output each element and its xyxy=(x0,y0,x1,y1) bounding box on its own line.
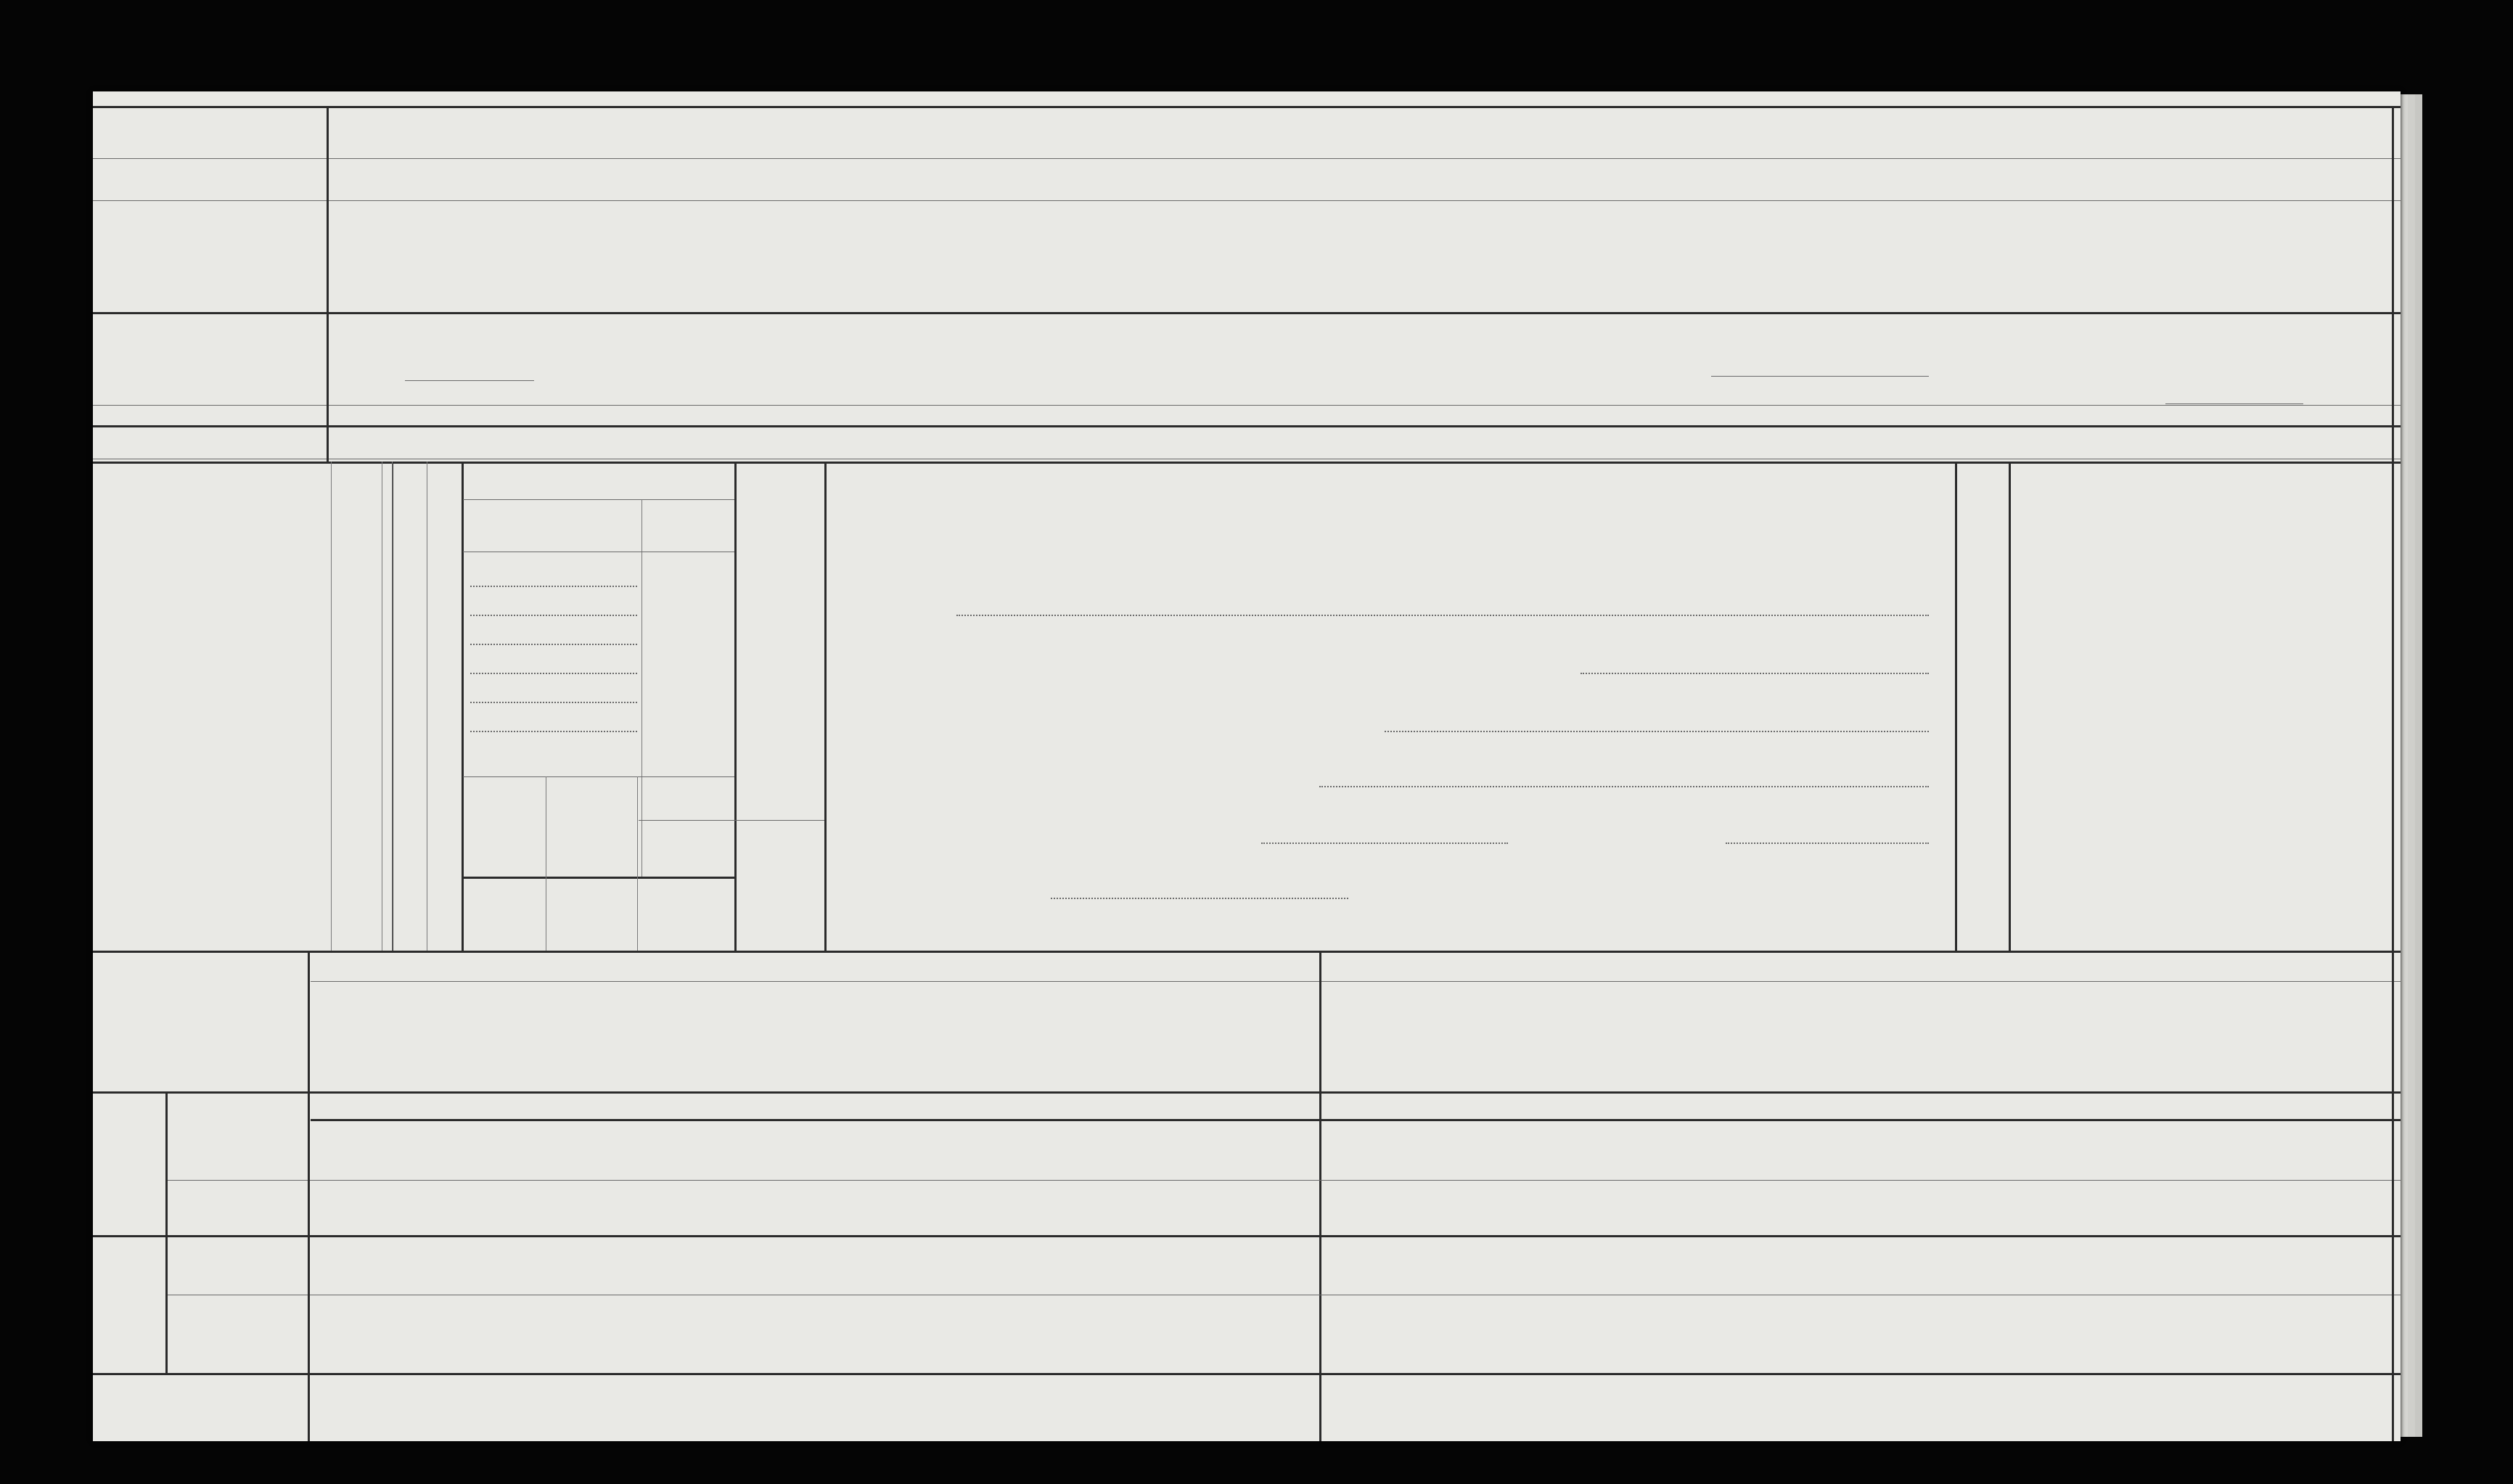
rule xyxy=(637,776,638,951)
rule xyxy=(93,1373,2401,1375)
rule xyxy=(2009,462,2011,951)
dotted-line xyxy=(470,585,637,587)
rule xyxy=(463,499,734,500)
row-group-nadel xyxy=(120,1107,164,1231)
dotted-line xyxy=(470,643,637,645)
rule xyxy=(311,981,2401,982)
dotted-line xyxy=(956,614,1929,616)
dotted-line xyxy=(1385,730,1929,732)
rule xyxy=(93,462,2401,464)
population-title xyxy=(1958,498,2007,933)
dotted-line xyxy=(1726,842,1929,844)
rule xyxy=(165,1091,168,1373)
dotted-line xyxy=(1261,842,1508,844)
dotted-line xyxy=(1319,785,1929,787)
rule xyxy=(93,158,2401,159)
rule xyxy=(463,877,734,879)
dotted-line xyxy=(470,672,637,674)
rule xyxy=(311,1119,2401,1121)
rule xyxy=(1319,951,1321,1441)
rule xyxy=(734,462,737,951)
rule xyxy=(1711,376,1929,377)
rule xyxy=(93,200,2401,201)
dotted-line xyxy=(1581,672,1929,674)
rule xyxy=(327,106,329,462)
rule xyxy=(824,462,827,951)
rule xyxy=(93,106,2401,108)
row-group-vne xyxy=(115,1242,165,1370)
rule xyxy=(639,820,824,821)
rule xyxy=(2165,403,2303,404)
rule xyxy=(405,380,534,381)
rule xyxy=(463,776,734,777)
rule xyxy=(93,1091,2401,1094)
dotted-line xyxy=(470,701,637,703)
census-card xyxy=(93,91,2401,1441)
rule xyxy=(308,951,310,1441)
hw-rent-za xyxy=(631,1126,687,1139)
dotted-line xyxy=(1051,897,1348,899)
rule xyxy=(392,462,393,951)
rule xyxy=(93,951,2401,953)
rule xyxy=(93,405,2401,406)
dotted-line xyxy=(470,614,637,616)
dotted-line xyxy=(470,730,637,732)
rule xyxy=(165,1180,2401,1181)
rule xyxy=(93,425,2401,427)
rule xyxy=(93,1235,2401,1237)
rule xyxy=(93,312,2401,314)
rule xyxy=(1955,462,1957,951)
rule xyxy=(2392,106,2394,1441)
rule xyxy=(331,462,332,951)
